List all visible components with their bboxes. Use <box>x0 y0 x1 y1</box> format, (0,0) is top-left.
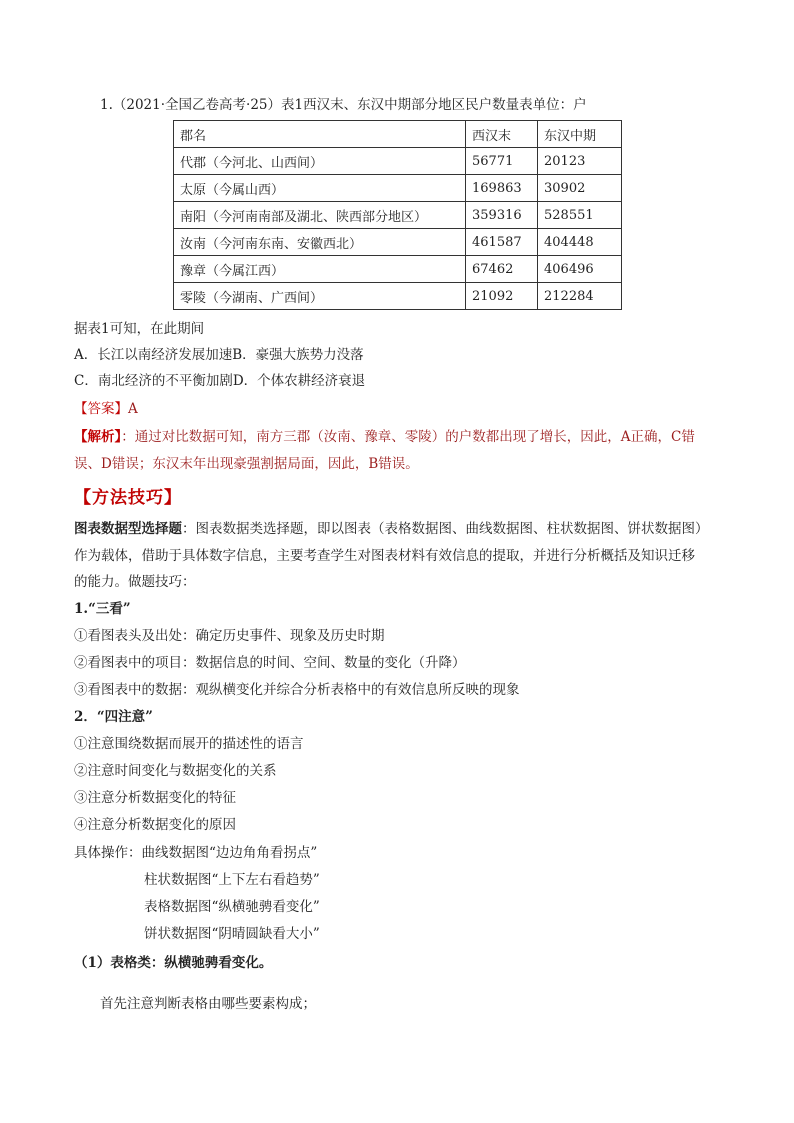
question-intro: 1.（2021·全国乙卷高考·25）表1西汉末、东汉中期部分地区民户数量表单位：户 <box>100 97 587 113</box>
household-table <box>173 120 622 310</box>
four-notes-item: ③注意分析数据变化的特征 <box>74 790 236 806</box>
method-intro-text: ：图表数据类选择题，即以图表（表格数据图、曲线数据图、柱状数据图、饼状数据图） <box>182 521 709 537</box>
option-ab: A．长江以南经济发展加速B．豪强大族势力没落 <box>74 347 364 363</box>
three-look-item: ①看图表头及出处：确定历史事件、现象及历史时期 <box>74 628 385 644</box>
table-cell: 汝南（今河南东南、安徽西北） <box>174 229 466 256</box>
answer-label: 【答案】 <box>74 401 128 417</box>
table-row <box>174 148 622 175</box>
operations-line-1 <box>74 844 317 862</box>
table-header-cell: 西汉末 <box>466 121 538 148</box>
table-row <box>174 256 622 283</box>
table-header-cell: 东汉中期 <box>538 121 622 148</box>
table-cell: 南阳（今河南南部及湖北、陕西部分地区） <box>174 202 466 229</box>
table-cell: 56771 <box>466 148 538 175</box>
table-cell: 太原（今属山西） <box>174 175 466 202</box>
table-header-cell: 郡名 <box>174 121 466 148</box>
table-cell: 528551 <box>538 202 622 229</box>
three-look-item: ②看图表中的项目：数据信息的时间、空间、数量的变化（升降） <box>74 655 466 671</box>
method-intro-bold: 图表数据型选择题 <box>74 521 182 537</box>
method-intro-line-2: 作为载体，借助于具体数字信息，主要考查学生对图表材料有效信息的提取，并进行分析概括及知识迁移 <box>74 548 695 564</box>
operations-item: 饼状数据图“阴晴圆缺看大小” <box>144 926 320 942</box>
table-cell: 20123 <box>538 148 622 175</box>
method-heading: 【方法技巧】 <box>74 488 182 508</box>
method-intro-line-1 <box>74 520 709 538</box>
table-cell: 21092 <box>466 283 538 310</box>
answer-value: A <box>128 401 138 417</box>
table-row <box>174 229 622 256</box>
table-cell: 30902 <box>538 175 622 202</box>
table-cell: 169863 <box>466 175 538 202</box>
question-stem: 据表1可知，在此期间 <box>74 321 205 337</box>
table-header-row <box>174 121 622 148</box>
option-cd: C．南北经济的不平衡加剧D．个体农耕经济衰退 <box>74 373 366 389</box>
analysis-label: 【解析】 <box>74 429 122 445</box>
operations-item: 表格数据图“纵横驰骋看变化” <box>144 899 320 915</box>
four-notes-item: ④注意分析数据变化的原因 <box>74 817 236 833</box>
analysis-text-2: 误、D错误；东汉末年出现豪强割据局面，因此，B错误。 <box>74 456 419 472</box>
table-row <box>174 283 622 310</box>
table-cell: 404448 <box>538 229 622 256</box>
table-cell: 406496 <box>538 256 622 283</box>
table-cell: 代郡（今河北、山西间） <box>174 148 466 175</box>
four-notes-title: 2．“四注意” <box>74 709 153 725</box>
operations-item: 曲线数据图“边边角角看拐点” <box>141 845 318 861</box>
table-cell: 67462 <box>466 256 538 283</box>
table-row <box>174 175 622 202</box>
operations-label: 具体操作： <box>74 845 142 861</box>
table-cell: 零陵（今湖南、广西间） <box>174 283 466 310</box>
answer-line <box>74 400 138 418</box>
operations-item: 柱状数据图“上下左右看趋势” <box>144 872 320 888</box>
table-cell: 212284 <box>538 283 622 310</box>
table-cell: 豫章（今属江西） <box>174 256 466 283</box>
four-notes-item: ②注意时间变化与数据变化的关系 <box>74 763 277 779</box>
final-line: 首先注意判断表格由哪些要素构成； <box>100 996 316 1012</box>
analysis-line-1 <box>74 428 695 446</box>
table-row <box>174 202 622 229</box>
table-type-subheading: （1）表格类：纵横驰骋看变化。 <box>74 955 273 971</box>
analysis-text-1: ：通过对比数据可知，南方三郡（汝南、豫章、零陵）的户数都出现了增长，因此，A正确，C错 <box>121 429 695 445</box>
table-cell: 359316 <box>466 202 538 229</box>
three-look-item: ③看图表中的数据：观纵横变化并综合分析表格中的有效信息所反映的现象 <box>74 682 520 698</box>
table-cell: 461587 <box>466 229 538 256</box>
four-notes-item: ①注意围绕数据而展开的描述性的语言 <box>74 736 304 752</box>
three-look-title: 1.“三看” <box>74 601 131 617</box>
method-intro-line-3: 的能力。做题技巧： <box>74 574 196 590</box>
